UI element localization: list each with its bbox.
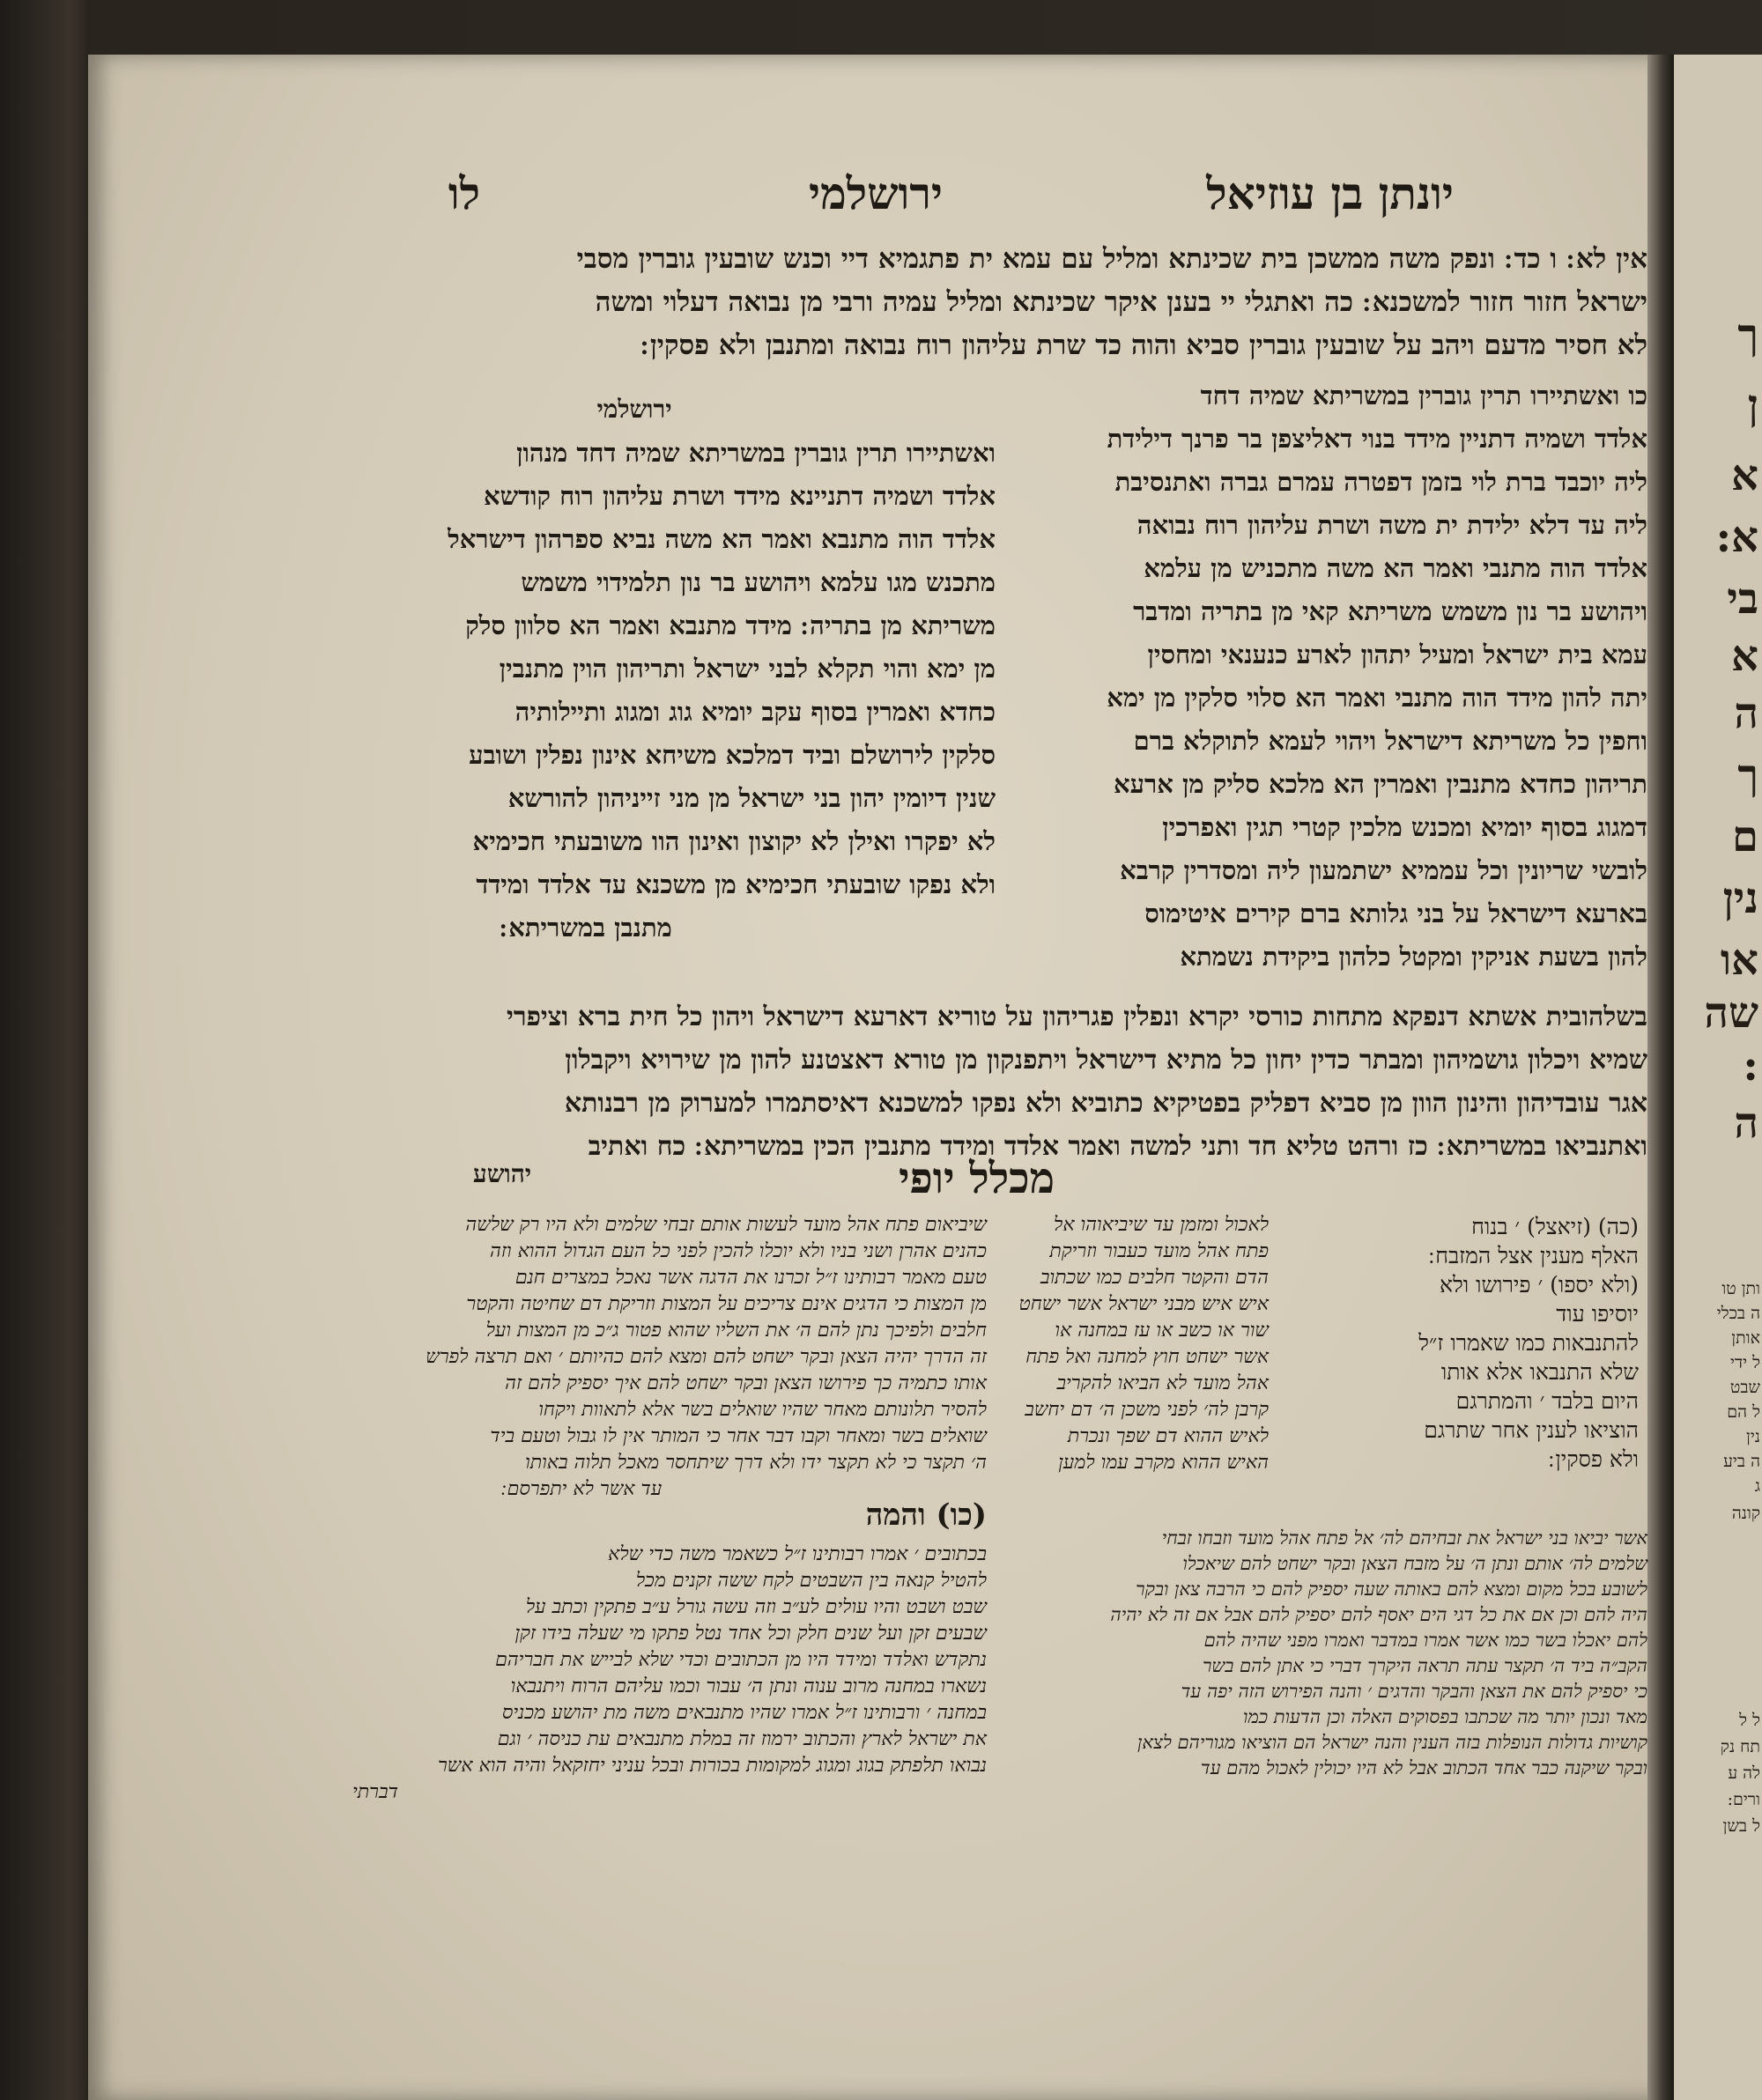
commentary-line: קרבן לה׳ לפני משכן ה׳ דם יחשב bbox=[1025, 1399, 1269, 1421]
yerushalmi-column-heading: ירושלמי bbox=[596, 395, 672, 424]
commentary-line: קושיות גדולות הנופלות בזה הענין והנה ישראל הם הוציאו מגוריהם לצאן bbox=[1137, 1732, 1647, 1753]
margin-fragment: נין bbox=[1722, 874, 1758, 923]
commentary-line: שיביאום פתח אהל מועד לעשות אותם זבחי שלמים ולא היו רק שלשה bbox=[465, 1214, 987, 1236]
commentary-vehameh bbox=[176, 1542, 987, 1806]
margin-fragment: : bbox=[1743, 1041, 1758, 1091]
text-line: אגר עובדיהון והינון הוון מן סביא דפליק בפטיקיא כתוביא ולא נפקו למשכנא דאיסתמרו למערוק מן רבנותא bbox=[564, 1088, 1647, 1119]
margin-fragment: א bbox=[1731, 451, 1758, 500]
commentary-line: (ולא יספו) ׳ פירושו ולא bbox=[1440, 1272, 1639, 1298]
margin-fragment: ן bbox=[1747, 381, 1758, 430]
commentary-line: איש איש מבני ישראל אשר ישחט bbox=[1018, 1293, 1269, 1315]
margin-fragment: ה בכלי bbox=[1716, 1304, 1760, 1323]
commentary-line: להתנבאות כמו שאמרו ז״ל bbox=[1418, 1330, 1639, 1356]
commentary-line: לאיש ההוא דם שפך ונכרת bbox=[1067, 1425, 1269, 1447]
margin-fragment: שבט bbox=[1729, 1378, 1760, 1397]
commentary-line: שואלים בשר ומאחר וקבו דבר אחר כי המותר אין לו גבול וטעם ביד bbox=[490, 1425, 987, 1447]
running-header bbox=[414, 167, 1454, 229]
targum-main-block bbox=[167, 238, 1647, 367]
commentary-line: כהנים אהרן ושני בניו ולא יוכלו להכין לפני כל העם הגדול ההוא וזה bbox=[489, 1240, 987, 1262]
margin-fragment: ל הם bbox=[1727, 1402, 1760, 1422]
text-line: אין לא ׃ ו כד ׃ ונפק משה ממשכן בית שכינתא ומליל עם עמא ית פתגמיא דיי וכנש שובעין גוברין מסבי bbox=[576, 243, 1647, 275]
commentary-line: טעם מאמר רבותינו ז״ל זכרנו את הדגה אשר נאכל במצרים חנם bbox=[515, 1267, 987, 1289]
margin-fragment: קונה bbox=[1731, 1504, 1760, 1523]
text-line: בשלהובית אשתא דנפקא מתחות כורסי יקרא ונפלין פגריהון על טוריא דארעא דישראל ויהון כל חית ברא וציפרי bbox=[507, 1002, 1647, 1032]
text-line: בארעא דישראל על בני גלותא ברם קירים איטימוס bbox=[1144, 898, 1647, 928]
margin-fragment: לה ע bbox=[1728, 1764, 1760, 1783]
header-title-yerushalmi: ירושלמי bbox=[808, 167, 943, 219]
commentary-line: שלא התנבאו אלא אותו bbox=[1440, 1359, 1639, 1385]
margin-fragment: תח נק bbox=[1720, 1737, 1760, 1756]
yerushalmi-column bbox=[176, 432, 996, 950]
margin-fragment: ורים: bbox=[1727, 1790, 1760, 1809]
commentary-line: (כה) (זיאצל) ׳ בנוח bbox=[1471, 1214, 1639, 1239]
margin-fragment: ג bbox=[1754, 1476, 1760, 1496]
text-line: לובשי שריונין וכל עממיא ישתמעון ליה ומסדרין קרבא bbox=[1120, 855, 1647, 885]
text-line: אלדד הוה מתנבי ואמר הא משה מתכניש מן עלמא bbox=[1144, 553, 1647, 583]
margin-fragment: א: bbox=[1715, 513, 1758, 562]
margin-fragment: או bbox=[1720, 935, 1758, 985]
text-line: ליה עד דלא ילידת ית משה ושרת עליהון רוח נבואה bbox=[1136, 510, 1647, 540]
text-line: תריהון כחדא מתנבין ואמרין הא מלכא סליק מן ארעא bbox=[1114, 769, 1647, 799]
text-line: שמיא ויכלון גושמיהון ומבתר כדין יחון כל מתיא דישראל ויתפנקון מן טורא דאצטנע להון מן שירויא ויקבלון bbox=[565, 1045, 1647, 1076]
margin-fragment: ה bbox=[1734, 689, 1758, 738]
commentary-line: לאכול ומזמן עד שיביאוהו אל bbox=[1054, 1214, 1269, 1236]
commentary-line: יוסיפו עוד bbox=[1556, 1301, 1639, 1327]
text-line: וחפין כל משריתא דישראל ויהוי לעמא לתוקלא ברם bbox=[1133, 726, 1647, 756]
commentary-line: אהל מועד לא הביאו להקריב bbox=[1056, 1372, 1269, 1394]
commentary-line: ובקר שיקנה כבר אחד הכתוב אבל לא היו יכולין לאכול מהם עד bbox=[1200, 1757, 1647, 1778]
commentary-line: שבעים זקן ועל שנים חלק וכל אחד נטל פתקו מי שעלה בידו זקן bbox=[515, 1623, 987, 1645]
commentary-line: בכתובים ׳ אמרו רבותינו ז״ל כשאמר משה כדי שלא bbox=[608, 1543, 987, 1565]
yonatan-column bbox=[1013, 374, 1647, 979]
margin-fragment: ל בשן bbox=[1722, 1816, 1760, 1836]
commentary-line: במחנה ׳ ורבותינו ז״ל אמרו שהיו מתנבאים משה מת יהושע מכניס bbox=[501, 1702, 987, 1724]
commentary-line: הדם והקטר חלבים כמו שכתוב bbox=[1040, 1267, 1269, 1289]
targum-continuation bbox=[167, 995, 1647, 1168]
commentary-line: להטיל קנאה בין השבטים לקח ששה זקנים מכל bbox=[635, 1570, 987, 1592]
commentary-line: היום בלבד ׳ והמתרגם bbox=[1455, 1388, 1639, 1414]
commentary-line: ה׳ תקצר כי לא תקצר ידו ולא דרך שיתחסר מאכל תלוה באותו bbox=[525, 1452, 987, 1474]
commentary-line: האלף מענין אצל המזבח ׃ bbox=[1428, 1243, 1639, 1268]
text-line: כחדא ואמרין בסוף עקב יומיא גוג ומגוג ותיילותיה bbox=[515, 697, 996, 727]
commentary-line: ולא פסקין ׃ bbox=[1548, 1446, 1639, 1472]
book-gutter bbox=[1647, 55, 1674, 2100]
commentary-line: להסיר תלונותם מאחר שהיו שואלים בשר אלא לתאוות ויקחו bbox=[538, 1399, 987, 1421]
text-line: משריתא מן בתריה ׃ מידד מתנבא ואמר הא סלוון סלק bbox=[465, 610, 996, 640]
text-line: שנין דיומין יהון בני ישראל מן מני זייניהון להורשא bbox=[507, 783, 996, 813]
vehameh-heading: (כו) והמה bbox=[865, 1497, 987, 1533]
text-line: לא חסיר מדעם ויהב על שובעין גוברין סביא והוה כד שרת עליהון רוח נבואה ומתנבן ולא פסקין ׃ bbox=[640, 329, 1647, 361]
yehoshua-label: יהושע bbox=[472, 1159, 532, 1188]
commentary-line: חלבים ולפיכך נתן להם ה׳ את השליו שהוא פטור ג״כ מן המצות ועל bbox=[485, 1320, 987, 1342]
commentary-line: אותו כתמיה כך פירושו הצאן ובקר ישחט להם איך יספיק להם זה bbox=[505, 1372, 987, 1394]
text-line: ליה יוכבד ברת לוי בזמן דפטרה עמרם גברה ואתנסיבת bbox=[1114, 467, 1647, 497]
text-line: ישראל חזור חזור למשכנא ׃ כה ואתגלי יי בענן איקר שכינתא ומליל עמיה ורבי מן נבואה דעלוי ומשה bbox=[595, 286, 1647, 318]
commentary-line: מאד ונכון יותר מה שכתבו בפסוקים האלה וכן הדעות כמו bbox=[1243, 1706, 1647, 1727]
margin-fragment: ל ידי bbox=[1729, 1353, 1760, 1372]
margin-fragment: אותן bbox=[1731, 1328, 1760, 1348]
text-line: אלדד ושמיה דתניינא מידד ושרת עליהון רוח קודשא bbox=[483, 481, 996, 511]
commentary-right bbox=[1277, 1212, 1639, 1474]
commentary-line: שלמים לה׳ אותם ונתן ה׳ על מזבח הצאן ובקר ישחט להם שיאכלו bbox=[1182, 1553, 1647, 1574]
margin-fragment: ך bbox=[1737, 310, 1758, 359]
text-line: להון בשעת אניקין ומקטל כלהון ביקידת נשמתא bbox=[1180, 942, 1647, 972]
text-line: דמגוג בסוף יומיא ומכנש מלכין קטרי תגין ואפרכין bbox=[1162, 812, 1647, 842]
commentary-line: אשר יביאו בני ישראל את זבחיהם לה׳ אל פתח אהל מועד וזבחו זבחי bbox=[1161, 1527, 1647, 1549]
commentary-line: הוציאו לענין אחר שתרגם bbox=[1424, 1417, 1639, 1443]
facing-page-edge bbox=[1674, 55, 1762, 2100]
commentary-line: כי יספיק להם את הצאן והבקר והדגים ׳ והנה הפירוש הזה יפה עד bbox=[1181, 1681, 1647, 1702]
commentary-line: שבט ושבט והיו עולים לע״ב וזה עשה גורל ע״ב פתקין וכתב על bbox=[525, 1596, 987, 1618]
commentary-bottom-right bbox=[1004, 1526, 1647, 1781]
commentary-line: האיש ההוא מקרב עמו למען bbox=[1058, 1452, 1269, 1474]
commentary-line: את ישראל לארץ והכתוב ירמוז זה במלת מתנבאים עת כניסה ׳ וגם bbox=[497, 1728, 987, 1750]
margin-fragment: ה ביע bbox=[1723, 1452, 1760, 1471]
header-title-yonatan: יונתן בן עוזיאל bbox=[1206, 167, 1454, 219]
margin-fragment: ל ל bbox=[1739, 1711, 1760, 1730]
text-line: ולא נפקו שובעתי חכימיא מן משכנא עד אלדד ומידד bbox=[476, 869, 996, 899]
margin-fragment: ותן טו bbox=[1721, 1279, 1760, 1298]
commentary-left bbox=[176, 1212, 987, 1503]
text-line: לא יפקרו ואילן לא יקוצון ואינון הוו משובעתי חכימיא bbox=[472, 826, 996, 856]
mikhlal-yofi-heading: מכלל יופי bbox=[899, 1154, 1055, 1203]
commentary-line: עד אשר לא יתפרסם ׃ bbox=[500, 1478, 663, 1500]
text-line: כו ואשתיירו תרין גוברין במשריתא שמיה דחד bbox=[1200, 381, 1647, 410]
margin-fragment: שה bbox=[1704, 988, 1758, 1038]
commentary-line: לשובע בכל מקום ומצא להם באותה שעה יספיק להם כי הרבה צאן ובקר bbox=[1136, 1579, 1647, 1600]
margin-fragment: בי bbox=[1727, 574, 1758, 624]
text-line: סלקין לירושלם וביד דמלכא משיחא אינון נפלין ושובע bbox=[469, 740, 996, 770]
commentary-line: מן המצות כי הדגים אינם צריכים על המצות וזריקת דם שחיטה והקטר bbox=[466, 1293, 987, 1315]
text-line: יתה להון מידד הוה מתנבי ואמר הא סלוי סלקין מן ימא bbox=[1107, 683, 1647, 713]
commentary-line: נשארו במחנה מרוב ענוה ונתן ה׳ עבור וכמו עליהם הרוח ויתנבאו bbox=[510, 1675, 987, 1697]
commentary-line: נבואו תלפתק בגוג ומגוג למקומות בכורות ובכל עניני יחזקאל והיה הוא אשר bbox=[437, 1755, 987, 1777]
commentary-line: להם יאכלו בשר כמו אשר אמרו במדבר ואמרו מפני שהיה להם bbox=[1203, 1630, 1647, 1651]
text-line: מתכנש מגו עלמא ויהושע בר נון תלמידוי משמש bbox=[521, 567, 996, 597]
commentary-line: דברתי bbox=[352, 1781, 398, 1803]
margin-fragment: ם bbox=[1732, 812, 1758, 861]
margin-fragment: ך bbox=[1737, 751, 1758, 800]
text-line: ואתנביאו במשריתא ׃ כז ורהט טליא חד ותני למשה ואמר אלדד ומידד מתנבין הכין במשריתא ׃ כח ואתיב bbox=[588, 1131, 1647, 1162]
text-line: עמא בית ישראל ומעיל יתהון לארע כנענאי ומחסין bbox=[1147, 640, 1647, 669]
commentary-line: נתקדש ואלדד ומידד היו מן הכתובים וכדי שלא לבייש את חבריהם bbox=[495, 1649, 987, 1671]
text-line: מתנבן במשריתא ׃ bbox=[500, 913, 672, 943]
commentary-line: היה להם וכן אם את כל דגי הים יאסף להם יספיק להם אבל אם זה לא יהיה bbox=[1110, 1604, 1647, 1625]
margin-fragment: נין bbox=[1745, 1427, 1760, 1446]
commentary-line: שור או כשב או עז במחנה או bbox=[1055, 1320, 1269, 1342]
commentary-line: הקב״ה ביד ה׳ תקצר עתה תראה היקרך דברי כי אתן להם בשר bbox=[1203, 1655, 1647, 1676]
text-line: אלדד הוה מתנבא ואמר הא משה נביא ספרהון דישראל bbox=[448, 524, 996, 554]
page-number: לו bbox=[448, 167, 480, 219]
text-line: ואשתיירו תרין גוברין במשריתא שמיה דחד מנהון bbox=[516, 438, 996, 468]
commentary-line: זה הדרך יהיה הצאן ובקר ישחט להם ומצא להם כהיותם ׳ ואם תרצה לפרש bbox=[426, 1346, 987, 1368]
margin-fragment: ה bbox=[1734, 1098, 1758, 1148]
commentary-line: פתח אהל מועד כעבור וזריקת bbox=[1049, 1240, 1269, 1262]
margin-fragment: א bbox=[1731, 632, 1758, 681]
text-line: אלדד ושמיה דתניין מידד בנוי דאליצפן בר פרנך דילידת bbox=[1107, 424, 1647, 454]
commentary-line: אשר ישחט חוץ למחנה ואל פתח bbox=[1025, 1346, 1269, 1368]
text-line: ויהושע בר נון משמש משריתא קאי מן בתריה ומדבר bbox=[1133, 596, 1647, 626]
commentary-middle bbox=[1004, 1212, 1269, 1476]
text-line: מן ימא והוי תקלא לבני ישראל ותריהון הוין מתנבין bbox=[499, 654, 996, 684]
